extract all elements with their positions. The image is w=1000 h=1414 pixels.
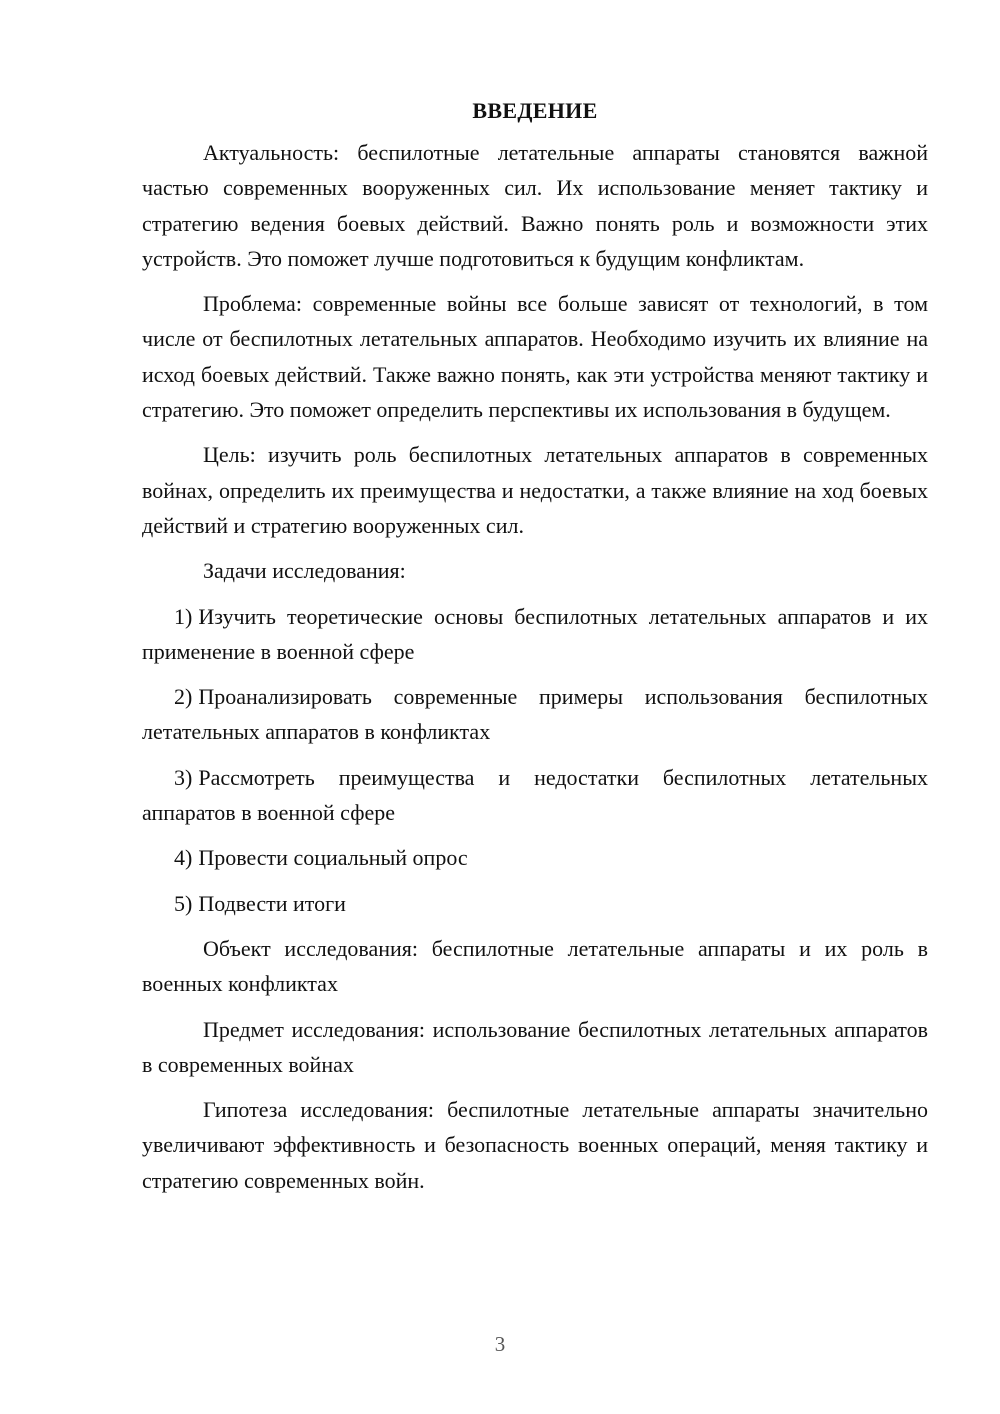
list-item-text: Проанализировать современные примеры использования беспилотных летательных аппаратов в конфликтах	[142, 684, 928, 745]
list-item-number: 2)	[174, 684, 193, 710]
list-item-number: 1)	[174, 603, 193, 629]
page-number: 3	[494, 1332, 506, 1356]
list-item	[142, 599, 928, 670]
list-item-number: 4)	[174, 845, 193, 871]
list-item-number: 5)	[174, 890, 193, 916]
list-item	[142, 679, 928, 750]
paragraph-problem: Проблема: современные войны все больше зависят от технологий, в том числе от беспилотных летательных аппаратов. Необходимо изучить их влияние на исход боевых действий. Также важно понять, как эти устройства меняют тактику и стратегию. Это поможет определить перспективы их использования в будущем.	[142, 291, 928, 423]
list-item-text: Рассмотреть преимущества и недостатки беспилотных летательных аппаратов в военной сфере	[142, 764, 928, 826]
list-item	[142, 886, 928, 921]
list-item-number: 3)	[174, 764, 193, 790]
paragraph-goal: Цель: изучить роль беспилотных летательных аппаратов в современных войнах, определить их преимущества и недостатки, а также влияние на ход боевых действий и стратегию вооруженных сил.	[142, 442, 928, 538]
paragraph-relevance: Актуальность: беспилотные летательные аппараты становятся важной частью современных вооруженных сил. Их использование меняет тактику и стратегию ведения боевых действий. Важно понять роль и возможности этих устройств. Это поможет лучше подготовиться к будущим конфликтам.	[142, 140, 928, 271]
paragraph-hypothesis: Гипотеза исследования: беспилотные летательные аппараты значительно увеличивают эффективность и безопасность военных операций, меняя тактику и стратегию современных войн.	[142, 1097, 928, 1193]
tasks-heading: Задачи исследования:	[203, 558, 406, 584]
list-item-text: Изучить теоретические основы беспилотных летательных аппаратов и их применение в военной сфере	[142, 603, 928, 664]
list-item	[142, 840, 928, 875]
paragraph-object: Объект исследования: беспилотные летательные аппараты и их роль в военных конфликтах	[142, 935, 928, 997]
page-title: ВВЕДЕНИЕ	[472, 98, 598, 123]
list-item	[142, 760, 928, 831]
document-page	[142, 93, 928, 1198]
tasks-list	[142, 599, 928, 921]
list-item-text: Провести социальный опрос	[198, 845, 468, 871]
list-item-text: Подвести итоги	[198, 890, 346, 916]
paragraph-subject: Предмет исследования: использование беспилотных летательных аппаратов в современных войнах	[142, 1016, 928, 1077]
